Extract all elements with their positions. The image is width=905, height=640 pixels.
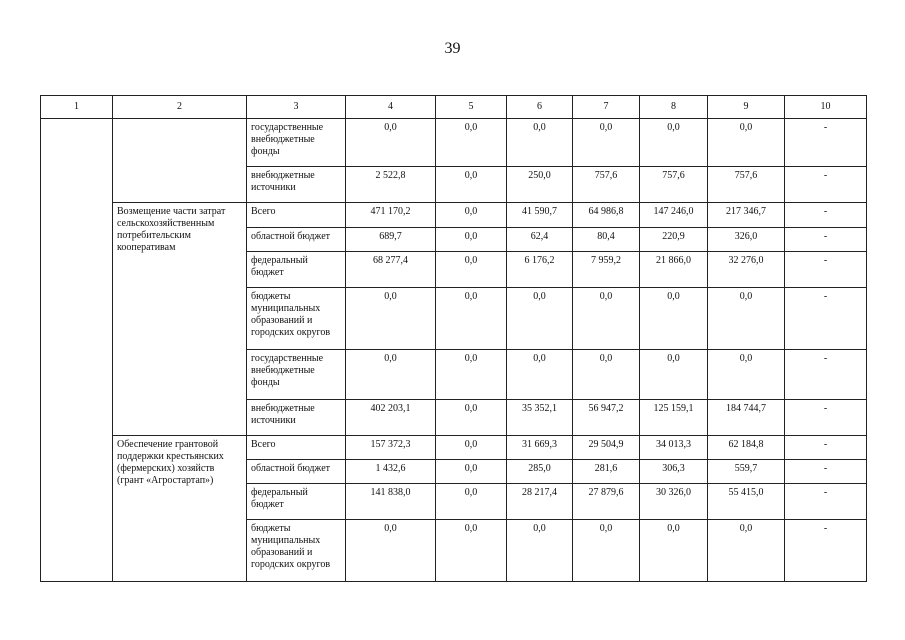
amount-cell: 0,0 [640, 350, 708, 400]
amount-cell: 0,0 [436, 460, 507, 484]
amount-cell: 757,6 [640, 167, 708, 203]
amount-cell: 62 184,8 [708, 436, 785, 460]
table-row [41, 119, 867, 167]
empty-cell [41, 119, 113, 582]
amount-cell: 0,0 [507, 350, 573, 400]
note-cell: - [785, 228, 867, 252]
column-number-cell: 5 [436, 96, 507, 119]
amount-cell: 0,0 [708, 119, 785, 167]
amount-cell: 0,0 [436, 288, 507, 350]
amount-cell: 0,0 [573, 350, 640, 400]
column-number-cell: 8 [640, 96, 708, 119]
amount-cell: 147 246,0 [640, 203, 708, 228]
funding-source: внебюджетные источники [247, 400, 346, 436]
amount-cell: 757,6 [708, 167, 785, 203]
amount-cell: 0,0 [708, 350, 785, 400]
measure-description [113, 119, 247, 203]
column-number-cell: 6 [507, 96, 573, 119]
amount-cell: 402 203,1 [346, 400, 436, 436]
amount-cell: 2 522,8 [346, 167, 436, 203]
amount-cell: 125 159,1 [640, 400, 708, 436]
amount-cell: 0,0 [436, 119, 507, 167]
note-cell: - [785, 288, 867, 350]
amount-cell: 157 372,3 [346, 436, 436, 460]
amount-cell: 281,6 [573, 460, 640, 484]
column-number-cell: 9 [708, 96, 785, 119]
amount-cell: 35 352,1 [507, 400, 573, 436]
amount-cell: 285,0 [507, 460, 573, 484]
amount-cell: 0,0 [436, 436, 507, 460]
amount-cell: 0,0 [573, 520, 640, 582]
amount-cell: 0,0 [507, 119, 573, 167]
amount-cell: 141 838,0 [346, 484, 436, 520]
amount-cell: 0,0 [346, 288, 436, 350]
note-cell: - [785, 484, 867, 520]
amount-cell: 0,0 [640, 119, 708, 167]
funding-source: государственные внебюджетные фонды [247, 119, 346, 167]
amount-cell: 0,0 [507, 288, 573, 350]
amount-cell: 28 217,4 [507, 484, 573, 520]
table-row [41, 436, 867, 460]
column-number-cell: 1 [41, 96, 113, 119]
column-number-cell: 4 [346, 96, 436, 119]
funding-source: Всего [247, 203, 346, 228]
amount-cell: 0,0 [436, 252, 507, 288]
amount-cell: 6 176,2 [507, 252, 573, 288]
column-number-cell: 7 [573, 96, 640, 119]
amount-cell: 471 170,2 [346, 203, 436, 228]
funding-source: бюджеты муниципальных образований и городских округов [247, 288, 346, 350]
amount-cell: 0,0 [640, 520, 708, 582]
funding-source: областной бюджет [247, 460, 346, 484]
column-number-row [41, 96, 867, 119]
amount-cell: 32 276,0 [708, 252, 785, 288]
funding-source: бюджеты муниципальных образований и городских округов [247, 520, 346, 582]
amount-cell: 0,0 [573, 288, 640, 350]
amount-cell: 30 326,0 [640, 484, 708, 520]
amount-cell: 80,4 [573, 228, 640, 252]
amount-cell: 0,0 [507, 520, 573, 582]
amount-cell: 306,3 [640, 460, 708, 484]
amount-cell: 29 504,9 [573, 436, 640, 460]
amount-cell: 0,0 [436, 228, 507, 252]
amount-cell: 326,0 [708, 228, 785, 252]
note-cell: - [785, 203, 867, 228]
amount-cell: 220,9 [640, 228, 708, 252]
funding-source: федеральный бюджет [247, 484, 346, 520]
amount-cell: 217 346,7 [708, 203, 785, 228]
amount-cell: 0,0 [640, 288, 708, 350]
funding-source: Всего [247, 436, 346, 460]
amount-cell: 34 013,3 [640, 436, 708, 460]
column-number-cell: 2 [113, 96, 247, 119]
column-number-cell: 3 [247, 96, 346, 119]
column-number-cell: 10 [785, 96, 867, 119]
amount-cell: 62,4 [507, 228, 573, 252]
amount-cell: 31 669,3 [507, 436, 573, 460]
note-cell: - [785, 119, 867, 167]
amount-cell: 184 744,7 [708, 400, 785, 436]
note-cell: - [785, 400, 867, 436]
table-row [41, 203, 867, 228]
amount-cell: 21 866,0 [640, 252, 708, 288]
measure-description: Обеспечение грантовой поддержки крестьянских (фермерских) хозяйств (грант «Агростартап») [113, 436, 247, 582]
amount-cell: 0,0 [346, 350, 436, 400]
note-cell: - [785, 167, 867, 203]
amount-cell: 0,0 [708, 520, 785, 582]
amount-cell: 56 947,2 [573, 400, 640, 436]
note-cell: - [785, 252, 867, 288]
amount-cell: 41 590,7 [507, 203, 573, 228]
note-cell: - [785, 436, 867, 460]
funding-source: федеральный бюджет [247, 252, 346, 288]
amount-cell: 0,0 [436, 484, 507, 520]
amount-cell: 0,0 [708, 288, 785, 350]
amount-cell: 0,0 [436, 350, 507, 400]
amount-cell: 0,0 [436, 520, 507, 582]
amount-cell: 559,7 [708, 460, 785, 484]
funding-source: областной бюджет [247, 228, 346, 252]
amount-cell: 0,0 [436, 203, 507, 228]
amount-cell: 64 986,8 [573, 203, 640, 228]
amount-cell: 0,0 [573, 119, 640, 167]
amount-cell: 0,0 [346, 520, 436, 582]
amount-cell: 0,0 [436, 400, 507, 436]
page-number: 39 [444, 40, 461, 57]
amount-cell: 0,0 [346, 119, 436, 167]
amount-cell: 689,7 [346, 228, 436, 252]
measure-description: Возмещение части затрат сельскохозяйственным потребительским кооперативам [113, 203, 247, 436]
amount-cell: 250,0 [507, 167, 573, 203]
funding-source: внебюджетные источники [247, 167, 346, 203]
budget-table [40, 95, 867, 582]
amount-cell: 7 959,2 [573, 252, 640, 288]
note-cell: - [785, 460, 867, 484]
note-cell: - [785, 520, 867, 582]
amount-cell: 0,0 [436, 167, 507, 203]
amount-cell: 757,6 [573, 167, 640, 203]
funding-source: государственные внебюджетные фонды [247, 350, 346, 400]
amount-cell: 27 879,6 [573, 484, 640, 520]
amount-cell: 55 415,0 [708, 484, 785, 520]
note-cell: - [785, 350, 867, 400]
amount-cell: 68 277,4 [346, 252, 436, 288]
amount-cell: 1 432,6 [346, 460, 436, 484]
